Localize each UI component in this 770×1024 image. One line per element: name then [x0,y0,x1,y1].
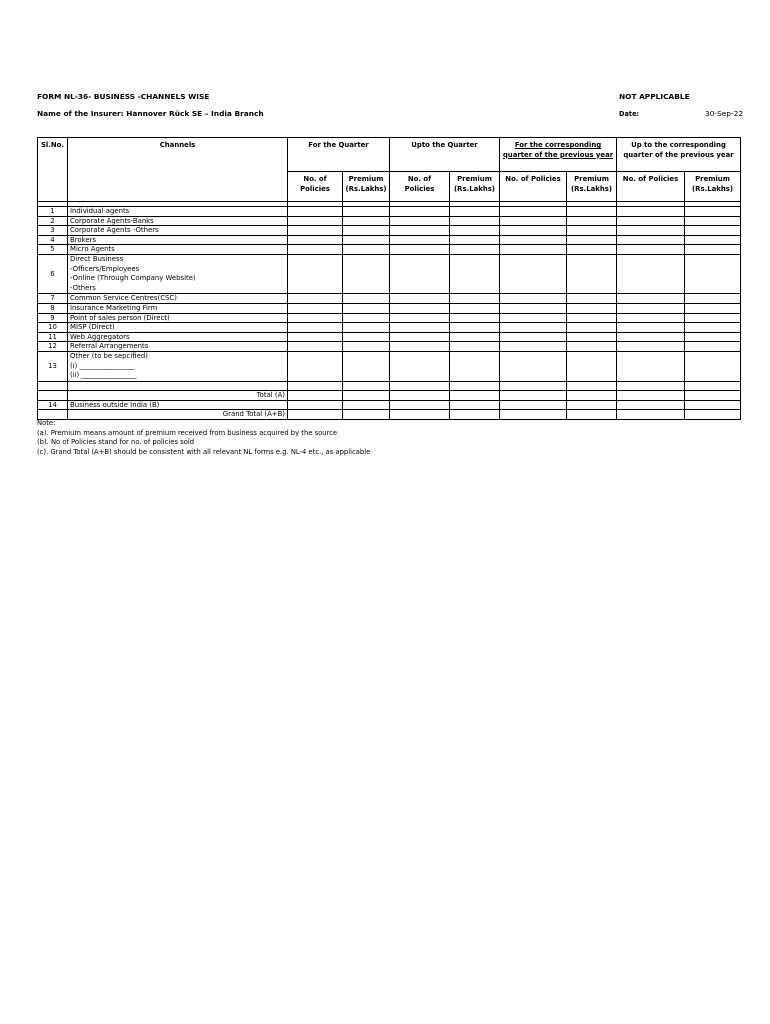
value-cell [390,294,450,304]
value-cell [617,351,685,381]
value-cell [617,245,685,255]
table-row [38,235,741,245]
value-cell [390,254,450,293]
row-label: Corporate Agents -Others [68,226,288,236]
value-cell [343,235,390,245]
value-cell [567,245,617,255]
value-cell [288,226,343,236]
value-cell [390,226,450,236]
row-label: Common Service Centres(CSC) [68,294,288,304]
value-cell [685,226,741,236]
value-cell [343,303,390,313]
value-cell [450,235,500,245]
value-cell [500,245,567,255]
row-label: MISP (Direct) [68,323,288,333]
value-cell [343,351,390,381]
row-label [68,351,288,381]
total-a-label: Total (A) [68,391,288,401]
value-cell [617,342,685,352]
table-row [38,294,741,304]
row-number: 5 [38,245,68,255]
value-cell [390,313,450,323]
business-channels-table [37,137,741,420]
value-cell [450,313,500,323]
sub-premium-1: Premium (Rs.Lakhs) [343,172,390,202]
value-cell [567,342,617,352]
value-cell [288,216,343,226]
insurer-name: Name of the Insurer: Hannover Rück SE – India Branch [37,109,264,118]
date-value: 30-Sep-22 [705,109,744,118]
date-label: Date: [619,110,640,118]
value-cell [617,254,685,293]
value-cell [390,351,450,381]
value-cell [450,351,500,381]
value-cell [288,332,343,342]
row-number: 1 [38,207,68,217]
value-cell [685,216,741,226]
value-cell [685,207,741,217]
value-cell [567,313,617,323]
row-label: Referral Arrangements [68,342,288,352]
value-cell [390,245,450,255]
row-label: Individual agents [68,207,288,217]
row-number: 8 [38,303,68,313]
value-cell [500,235,567,245]
value-cell [685,342,741,352]
note-c: (c). Grand Total (A+B) should be consistent with all relevant NL forms e.g. NL-4 etc., as applicable [37,447,371,456]
row-label: Micro Agents [68,245,288,255]
value-cell [343,313,390,323]
sub-premium-3: Premium (Rs.Lakhs) [567,172,617,202]
not-applicable-label: NOT APPLICABLE [619,92,690,101]
sub-policies-4: No. of Policies [617,172,685,202]
row-number: 10 [38,323,68,333]
value-cell [343,245,390,255]
table-row [38,351,741,381]
value-cell [617,323,685,333]
value-cell [343,332,390,342]
value-cell [500,351,567,381]
table-row [38,254,741,293]
value-cell [450,245,500,255]
sub-policies-1: No. of Policies [288,172,343,202]
value-cell [567,216,617,226]
header-upto-quarter: Upto the Quarter [390,138,500,172]
value-cell [685,332,741,342]
form-title: FORM NL-36- BUSINESS -CHANNELS WISE [37,92,210,101]
value-cell [288,254,343,293]
table-row [38,216,741,226]
value-cell [500,294,567,304]
row-label-line: -Others [70,283,96,292]
value-cell [288,323,343,333]
row-label: Insurance Marketing Firm [68,303,288,313]
value-cell [390,235,450,245]
value-cell [500,216,567,226]
value-cell [500,303,567,313]
value-cell [500,332,567,342]
row-number: 2 [38,216,68,226]
row-label-line: Direct Business [70,254,124,263]
row-label: Web Aggregators [68,332,288,342]
sub-premium-2: Premium (Rs.Lakhs) [450,172,500,202]
value-cell [685,294,741,304]
value-cell [685,235,741,245]
value-cell [567,351,617,381]
value-cell [685,313,741,323]
value-cell [288,235,343,245]
value-cell [567,332,617,342]
row-label: Point of sales person (Direct) [68,313,288,323]
table-row [38,332,741,342]
row-number: 11 [38,332,68,342]
blank-row [38,381,741,391]
note-heading: Note: [37,419,56,427]
value-cell [685,351,741,381]
value-cell [685,323,741,333]
table-row [38,400,741,410]
table-row [38,245,741,255]
note-b: (b). No of Policies stand for no. of policies sold [37,438,195,447]
value-cell [450,254,500,293]
value-cell [450,342,500,352]
value-cell [617,216,685,226]
row-label-line: -Online (Through Company Website) [70,274,196,283]
value-cell [288,245,343,255]
row-number: 14 [38,400,68,410]
value-cell [450,294,500,304]
value-cell [288,207,343,217]
value-cell [390,216,450,226]
value-cell [617,207,685,217]
header-corresponding-quarter [500,138,617,172]
row-label: Brokers [68,235,288,245]
value-cell [500,207,567,217]
header-slno: Sl.No. [38,138,68,202]
value-cell [450,323,500,333]
value-cell [390,303,450,313]
row-number: 4 [38,235,68,245]
table-row [38,313,741,323]
grand-total-label: Grand Total (A+B) [68,410,288,420]
header-corresponding-quarter-text: For the corresponding quarter of the previous year [502,141,614,159]
value-cell [567,235,617,245]
row-label-line: -Officers/Employees [70,264,140,273]
value-cell [500,313,567,323]
value-cell [450,216,500,226]
row-number: 13 [38,351,68,381]
row-label: Business outside India (B) [68,400,288,410]
value-cell [500,342,567,352]
value-cell [567,323,617,333]
value-cell [343,323,390,333]
value-cell [500,323,567,333]
row-label: Corporate Agents-Banks [68,216,288,226]
value-cell [450,332,500,342]
value-cell [288,303,343,313]
value-cell [500,254,567,293]
row-label-line: (i) ________________ [70,361,135,370]
value-cell [567,254,617,293]
header-upto-corresponding-quarter: Up to the corresponding quarter of the previous year [617,138,741,172]
table-row [38,342,741,352]
row-label-line: (ii) ________________ [70,371,137,380]
row-number: 9 [38,313,68,323]
value-cell [288,294,343,304]
value-cell [685,303,741,313]
row-number: 3 [38,226,68,236]
total-a-row [38,391,741,401]
value-cell [343,207,390,217]
table-body [38,207,741,382]
value-cell [617,235,685,245]
value-cell [288,313,343,323]
value-cell [617,294,685,304]
value-cell [288,351,343,381]
value-cell [617,313,685,323]
value-cell [685,245,741,255]
sub-policies-3: No. of Policies [500,172,567,202]
value-cell [685,254,741,293]
value-cell [567,303,617,313]
value-cell [617,303,685,313]
note-a: (a). Premium means amount of premium received from business acquired by the source [37,428,338,437]
row-number: 7 [38,294,68,304]
value-cell [450,207,500,217]
value-cell [288,342,343,352]
value-cell [343,342,390,352]
value-cell [450,303,500,313]
notes-section [37,419,370,457]
header-channels: Channels [68,138,288,202]
value-cell [450,226,500,236]
value-cell [343,216,390,226]
table-row [38,303,741,313]
value-cell [500,226,567,236]
value-cell [390,323,450,333]
value-cell [567,226,617,236]
table-row [38,207,741,217]
value-cell [617,226,685,236]
table-row [38,323,741,333]
sub-premium-4: Premium (Rs.Lakhs) [685,172,741,202]
header-row-groups [38,138,741,172]
row-label-line: Other (to be sepcified) [70,351,148,360]
value-cell [567,294,617,304]
value-cell [567,207,617,217]
value-cell [390,342,450,352]
value-cell [390,332,450,342]
row-number: 6 [38,254,68,293]
header-for-quarter: For the Quarter [288,138,390,172]
sub-policies-2: No. of Policies [390,172,450,202]
row-label [68,254,288,293]
table-row [38,226,741,236]
value-cell [343,294,390,304]
value-cell [617,332,685,342]
value-cell [343,254,390,293]
row-number: 12 [38,342,68,352]
value-cell [390,207,450,217]
value-cell [343,226,390,236]
